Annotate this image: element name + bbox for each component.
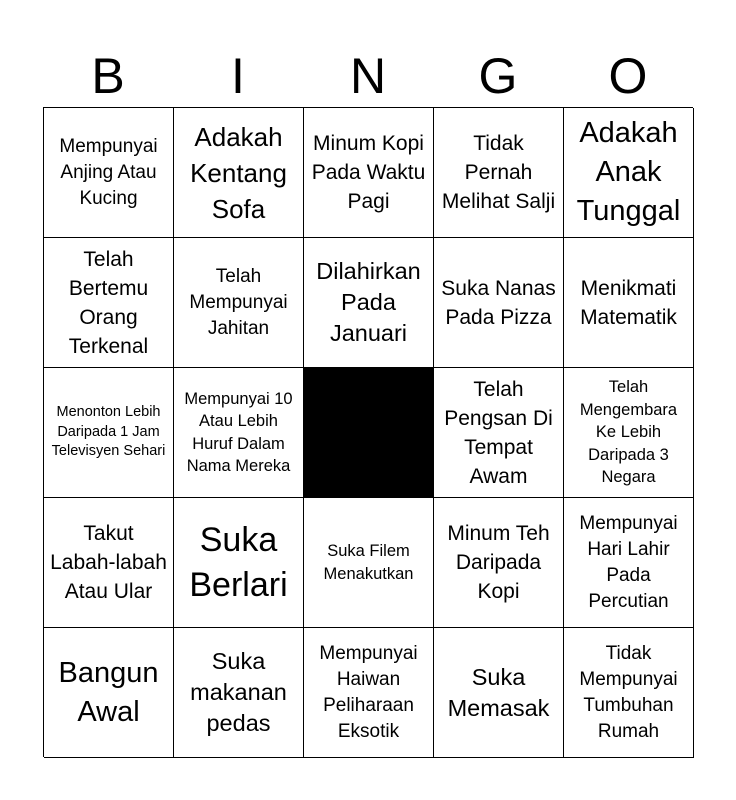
bingo-cell-r4c5[interactable] [564,498,694,628]
cell-text: Dilahirkan Pada Januari [316,258,421,346]
cell-text: Takut Labah-labah Atau Ular [50,522,167,603]
cell-text: Mempunyai Anjing Atau Kucing [59,135,158,209]
bingo-cell-r4c3[interactable] [304,498,434,628]
cell-text: Suka Berlari [189,520,288,604]
cell-text: Suka Filem Menakutkan [323,542,414,583]
cell-text: Suka Nanas Pada Pizza [441,276,556,329]
bingo-cell-r4c1[interactable] [44,498,174,628]
cell-text: Mempunyai Hari Lahir Pada Percutian [579,512,678,612]
bingo-cell-r4c2[interactable] [174,498,304,628]
cell-text: Bangun Awal [58,656,159,728]
cell-text: Menonton Lebih Daripada 1 Jam Televisyen Sehari [51,404,166,460]
bingo-header [43,48,693,104]
cell-text: Tidak Pernah Melihat Salji [441,132,556,213]
bingo-cell-r5c2[interactable] [174,628,304,758]
cell-text: Telah Mempunyai Jahitan [189,265,288,339]
bingo-cell-r5c3[interactable] [304,628,434,758]
bingo-cell-r2c3[interactable] [304,238,434,368]
bingo-cell-r3c2[interactable] [174,368,304,498]
bingo-cell-r1c4[interactable] [434,108,564,238]
bingo-cell-r4c4[interactable] [434,498,564,628]
cell-text: Minum Teh Daripada Kopi [447,522,550,603]
header-letter-b: B [91,48,125,104]
cell-text: Telah Bertemu Orang Terkenal [68,247,149,358]
bingo-cell-r2c4[interactable] [434,238,564,368]
bingo-cell-r5c4[interactable] [434,628,564,758]
cell-text: Mempunyai 10 Atau Lebih Huruf Dalam Nama Mereka [184,389,293,475]
bingo-cell-r2c5[interactable] [564,238,694,368]
bingo-cell-r2c2[interactable] [174,238,304,368]
cell-text: Telah Pengsan Di Tempat Awam [444,377,553,488]
header-letter-o: O [608,48,648,104]
bingo-cell-r5c5[interactable] [564,628,694,758]
bingo-cell-r1c3[interactable] [304,108,434,238]
cell-text: Adakah Anak Tunggal [576,117,681,227]
free-space-cell[interactable] [304,368,434,498]
cell-text: Suka makanan pedas [190,648,287,736]
cell-text: Menikmati Matematik [580,276,677,329]
bingo-cell-r1c5[interactable] [564,108,694,238]
header-letter-n: N [349,48,387,104]
bingo-board [43,107,693,757]
bingo-cell-r1c2[interactable] [174,108,304,238]
header-letter-g: G [478,48,518,104]
cell-text: Minum Kopi Pada Waktu Pagi [311,132,426,213]
cell-text: Mempunyai Haiwan Peliharaan Eksotik [319,642,418,742]
bingo-cell-r3c4[interactable] [434,368,564,498]
bingo-cell-r5c1[interactable] [44,628,174,758]
bingo-cell-r3c1[interactable] [44,368,174,498]
cell-text: Tidak Mempunyai Tumbuhan Rumah [579,642,678,742]
cell-text: Adakah Kentang Sofa [190,121,287,224]
bingo-cell-r1c1[interactable] [44,108,174,238]
cell-text: Telah Mengembara Ke Lebih Daripada 3 Negara [579,378,678,487]
bingo-cell-r3c5[interactable] [564,368,694,498]
cell-text: Suka Memasak [447,663,550,721]
header-letter-i: I [231,48,245,104]
bingo-cell-r2c1[interactable] [44,238,174,368]
